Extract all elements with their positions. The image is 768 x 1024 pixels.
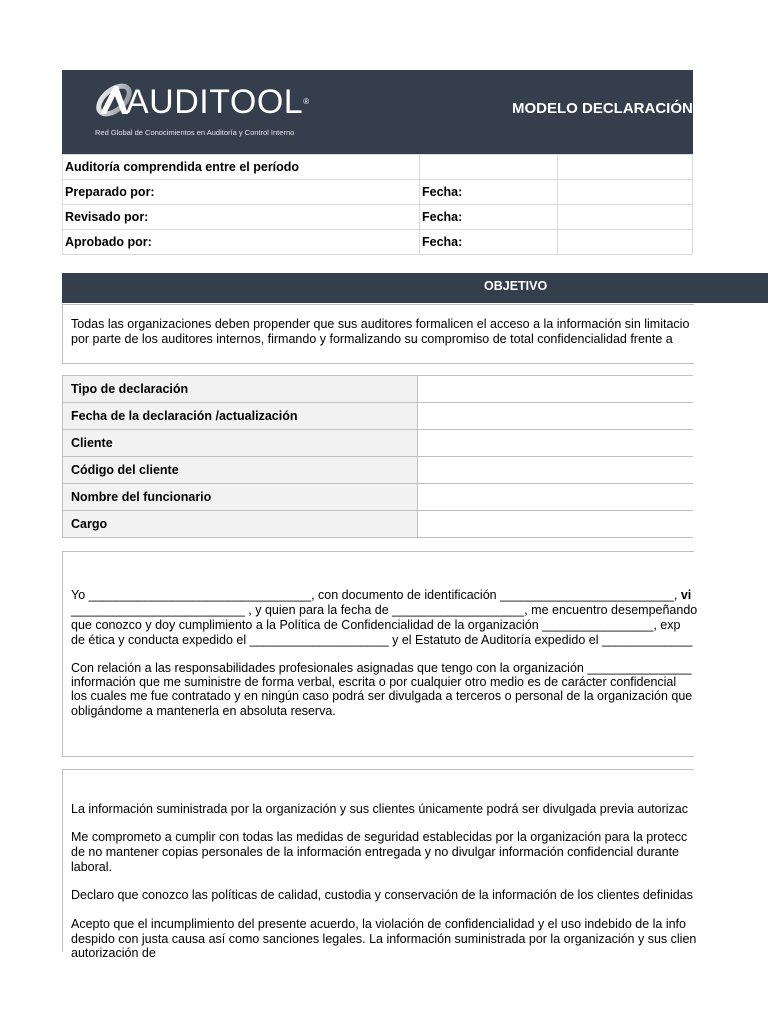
declaration-type-field[interactable] xyxy=(418,376,694,403)
declaration-line: obligándome a mantenerla en absoluta reserva. xyxy=(71,704,336,718)
table-row xyxy=(63,376,694,403)
table-row xyxy=(63,430,694,457)
date-label: Fecha: xyxy=(420,205,558,230)
date-label: Fecha: xyxy=(420,230,558,255)
commitment-line: autorización de xyxy=(71,946,156,960)
commitment-line: Acepto que el incumplimiento del presente acuerdo, la violación de confidencialidad y el uso indebido de la info xyxy=(71,917,686,931)
declaration-line: _________________________ , y quien para la fecha de ___________________, me encuentro desempeñando xyxy=(71,603,698,617)
position-label: Cargo xyxy=(63,511,418,538)
logo-tagline: Red Global de Conocimientos en Auditoría y Control Interno xyxy=(95,128,295,137)
objetivo-heading: OBJETIVO xyxy=(484,279,548,293)
declaration-line: Con relación a las responsabilidades profesionales asignadas que tengo con la organización _______________ xyxy=(71,661,692,675)
date-value[interactable] xyxy=(558,155,693,180)
info-table xyxy=(62,154,693,255)
table-row xyxy=(63,155,693,180)
client-field[interactable] xyxy=(418,430,694,457)
declaration-date-label: Fecha de la declaración /actualización xyxy=(63,403,418,430)
declaration-text-box xyxy=(62,551,698,757)
client-code-label: Código del cliente xyxy=(63,457,418,484)
approved-by-label: Aprobado por: xyxy=(63,230,420,255)
commitment-line: de no mantener copias personales de la información entregada y no divulgar información confidencial durante xyxy=(71,845,680,859)
client-label: Cliente xyxy=(63,430,418,457)
commitment-line: La información suministrada por la organización y sus clientes únicamente podrá ser divulgada previa autorizac xyxy=(71,802,688,816)
table-row xyxy=(63,484,694,511)
commitment-line: laboral. xyxy=(71,860,112,874)
objetivo-band xyxy=(62,273,768,303)
declaration-line: Yo ________________________________, con documento de identificación _________________________, vi xyxy=(71,588,692,602)
declaration-date-field[interactable] xyxy=(418,403,694,430)
document-title: MODELO DECLARACIÓN xyxy=(512,100,693,117)
date-label: Fecha: xyxy=(420,180,558,205)
objetivo-text-line1: Todas las organizaciones deben propender que sus auditores formalicen el acceso a la información sin limitacio xyxy=(71,317,690,331)
declaration-type-label: Tipo de declaración xyxy=(63,376,418,403)
table-row xyxy=(63,403,694,430)
period-label: Auditoría comprendida entre el período xyxy=(63,155,420,180)
date-label xyxy=(420,155,558,180)
declaration-line: los cuales me fue contratado y en ningún caso podrá ser divulgada a terceros o personal de la organización que xyxy=(71,689,693,703)
declaration-table xyxy=(62,375,693,538)
prepared-by-label: Preparado por: xyxy=(63,180,420,205)
commitment-line: Declaro que conozco las políticas de calidad, custodia y conservación de la información de los clientes definidas xyxy=(71,888,693,902)
table-row xyxy=(63,511,694,538)
commitment-line: Me comprometo a cumplir con todas las medidas de seguridad establecidas por la organización para la protecc xyxy=(71,830,688,844)
employee-name-field[interactable] xyxy=(418,484,694,511)
client-code-field[interactable] xyxy=(418,457,694,484)
table-row xyxy=(63,457,694,484)
employee-name-label: Nombre del funcionario xyxy=(63,484,418,511)
declaration-line: que conozco y doy cumplimiento a la Política de Confidencialidad de la organización ________________, exp xyxy=(71,618,681,632)
objetivo-text-line2: por parte de los auditores internos, firmando y formalizando su compromiso de total confidencialidad frente a xyxy=(71,332,673,346)
logo-text: AUDITOOL® xyxy=(126,83,310,121)
date-value[interactable] xyxy=(558,180,693,205)
date-value[interactable] xyxy=(558,230,693,255)
reviewed-by-label: Revisado por: xyxy=(63,205,420,230)
commitment-line-cut xyxy=(71,946,693,960)
table-row xyxy=(63,180,693,205)
date-value[interactable] xyxy=(558,205,693,230)
declaration-line: información que me suministre de forma verbal, escrita o por cualquier otro medio es de carácter confidencial xyxy=(71,675,677,689)
commitment-line: despido con justa causa así como sanciones legales. La información suministrada por la organización y sus clien xyxy=(71,932,697,946)
table-row xyxy=(63,230,693,255)
position-field[interactable] xyxy=(418,511,694,538)
table-row xyxy=(63,205,693,230)
declaration-line: de ética y conducta expedido el ____________________ y el Estatuto de Auditoría expedido el _____________ xyxy=(71,633,693,647)
